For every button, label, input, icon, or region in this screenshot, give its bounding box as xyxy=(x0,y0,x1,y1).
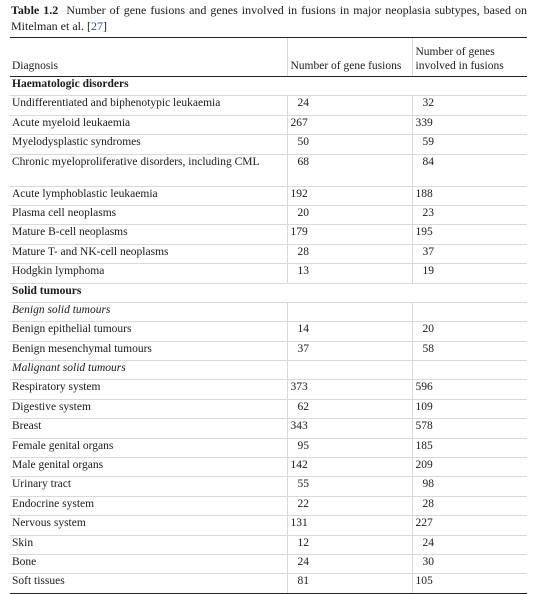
table-row xyxy=(10,574,527,593)
gene-fusions-cell: 131 xyxy=(287,516,412,535)
table-row xyxy=(10,135,527,154)
genes-involved-cell xyxy=(412,302,527,321)
subsection-row xyxy=(10,302,527,321)
gene-fusions-cell: 12 xyxy=(287,535,412,554)
gene-fusions-cell: 373 xyxy=(287,380,412,399)
genes-involved-cell: 578 xyxy=(412,419,527,438)
gene-fusions-cell: 37 xyxy=(287,341,412,360)
genes-involved-cell: 23 xyxy=(412,205,527,224)
genes-involved-cell: 37 xyxy=(412,244,527,263)
table-row xyxy=(10,496,527,515)
diagnosis-cell: Mature B-cell neoplasms xyxy=(10,225,287,244)
genes-involved-cell xyxy=(412,361,527,380)
gene-fusions-cell: 28 xyxy=(287,244,412,263)
gene-fusions-cell: 192 xyxy=(287,186,412,205)
diagnosis-cell: Breast xyxy=(10,419,287,438)
citation-link[interactable]: 27 xyxy=(90,18,103,33)
gene-fusions-cell: 343 xyxy=(287,419,412,438)
table-row xyxy=(10,115,527,134)
table-row xyxy=(10,96,527,115)
caption-text: Number of gene fusions and genes involved in fusions in major neoplasia subtypes, based on Mitelman et al. [ xyxy=(11,3,527,33)
diagnosis-cell: Acute lymphoblastic leukaemia xyxy=(10,186,287,205)
gene-fusions-cell: 55 xyxy=(287,477,412,496)
subsection-row xyxy=(10,361,527,380)
section-title: Haematologic disorders xyxy=(10,77,287,96)
table-row xyxy=(10,516,527,535)
gene-fusions-cell: 14 xyxy=(287,322,412,341)
header-row xyxy=(10,38,527,77)
diagnosis-cell: Chronic myeloproliferative disorders, including CML xyxy=(10,154,287,186)
table-row xyxy=(10,264,527,283)
table-row xyxy=(10,380,527,399)
genes-involved-cell: 339 xyxy=(412,115,527,134)
gene-fusions-cell: 95 xyxy=(287,438,412,457)
diagnosis-cell: Urinary tract xyxy=(10,477,287,496)
diagnosis-cell: Plasma cell neoplasms xyxy=(10,205,287,224)
gene-fusions-cell: 13 xyxy=(287,264,412,283)
table-body xyxy=(10,77,527,594)
diagnosis-cell: Benign epithelial tumours xyxy=(10,322,287,341)
diagnosis-cell: Bone xyxy=(10,554,287,573)
gene-fusions-cell: 22 xyxy=(287,496,412,515)
genes-involved-cell: 596 xyxy=(412,380,527,399)
table-caption xyxy=(11,3,527,34)
gene-fusions-cell xyxy=(287,302,412,321)
diagnosis-cell: Soft tissues xyxy=(10,574,287,593)
genes-involved-cell: 28 xyxy=(412,496,527,515)
table-row xyxy=(10,535,527,554)
table-row xyxy=(10,399,527,418)
diagnosis-cell: Undifferentiated and biphenotypic leukaemia xyxy=(10,96,287,115)
header-genes-involved: Number of genes involved in fusions xyxy=(412,38,527,77)
diagnosis-cell: Respiratory system xyxy=(10,380,287,399)
diagnosis-cell: Acute myeloid leukaemia xyxy=(10,115,287,134)
gene-fusions-cell: 68 xyxy=(287,154,412,186)
section-title: Solid tumours xyxy=(10,283,287,302)
genes-involved-cell: 227 xyxy=(412,516,527,535)
gene-fusions-cell: 142 xyxy=(287,458,412,477)
genes-involved-cell: 209 xyxy=(412,458,527,477)
table-label: Table 1.2 xyxy=(11,3,59,17)
diagnosis-cell: Benign mesenchymal tumours xyxy=(10,341,287,360)
diagnosis-cell: Female genital organs xyxy=(10,438,287,457)
table-row xyxy=(10,341,527,360)
empty-cell xyxy=(412,283,527,302)
table-row xyxy=(10,225,527,244)
genes-involved-cell: 58 xyxy=(412,341,527,360)
diagnosis-cell: Endocrine system xyxy=(10,496,287,515)
section-header-row xyxy=(10,283,527,302)
genes-involved-cell: 84 xyxy=(412,154,527,186)
gene-fusions-cell xyxy=(287,361,412,380)
subsection-title: Benign solid tumours xyxy=(10,302,287,321)
table-row xyxy=(10,458,527,477)
diagnosis-cell: Male genital organs xyxy=(10,458,287,477)
subsection-title: Malignant solid tumours xyxy=(10,361,287,380)
caption-close: ] xyxy=(102,18,107,33)
gene-fusions-cell: 81 xyxy=(287,574,412,593)
table-row xyxy=(10,154,527,186)
diagnosis-cell: Hodgkin lymphoma xyxy=(10,264,287,283)
gene-fusions-cell: 267 xyxy=(287,115,412,134)
gene-fusions-cell: 50 xyxy=(287,135,412,154)
empty-cell xyxy=(287,283,412,302)
diagnosis-cell: Myelodysplastic syndromes xyxy=(10,135,287,154)
genes-involved-cell: 98 xyxy=(412,477,527,496)
genes-involved-cell: 105 xyxy=(412,574,527,593)
gene-fusions-cell: 20 xyxy=(287,205,412,224)
section-header-row xyxy=(10,77,527,96)
table-row xyxy=(10,554,527,573)
genes-involved-cell: 195 xyxy=(412,225,527,244)
genes-involved-cell: 20 xyxy=(412,322,527,341)
genes-involved-cell: 24 xyxy=(412,535,527,554)
gene-fusions-cell: 24 xyxy=(287,96,412,115)
gene-fusions-cell: 24 xyxy=(287,554,412,573)
diagnosis-cell: Skin xyxy=(10,535,287,554)
table-row xyxy=(10,186,527,205)
table-row xyxy=(10,322,527,341)
empty-cell xyxy=(412,77,527,96)
table-row xyxy=(10,205,527,224)
header-diagnosis: Diagnosis xyxy=(10,38,287,77)
table-row xyxy=(10,244,527,263)
genes-involved-cell: 59 xyxy=(412,135,527,154)
gene-fusions-cell: 62 xyxy=(287,399,412,418)
genes-involved-cell: 32 xyxy=(412,96,527,115)
genes-involved-cell: 30 xyxy=(412,554,527,573)
table-row xyxy=(10,477,527,496)
table-row xyxy=(10,438,527,457)
gene-fusion-table xyxy=(10,37,527,594)
gene-fusions-cell: 179 xyxy=(287,225,412,244)
empty-cell xyxy=(287,77,412,96)
header-gene-fusions: Number of gene fusions xyxy=(287,38,412,77)
genes-involved-cell: 188 xyxy=(412,186,527,205)
genes-involved-cell: 109 xyxy=(412,399,527,418)
diagnosis-cell: Nervous system xyxy=(10,516,287,535)
diagnosis-cell: Digestive system xyxy=(10,399,287,418)
table-row xyxy=(10,419,527,438)
diagnosis-cell: Mature T- and NK-cell neoplasms xyxy=(10,244,287,263)
genes-involved-cell: 19 xyxy=(412,264,527,283)
genes-involved-cell: 185 xyxy=(412,438,527,457)
